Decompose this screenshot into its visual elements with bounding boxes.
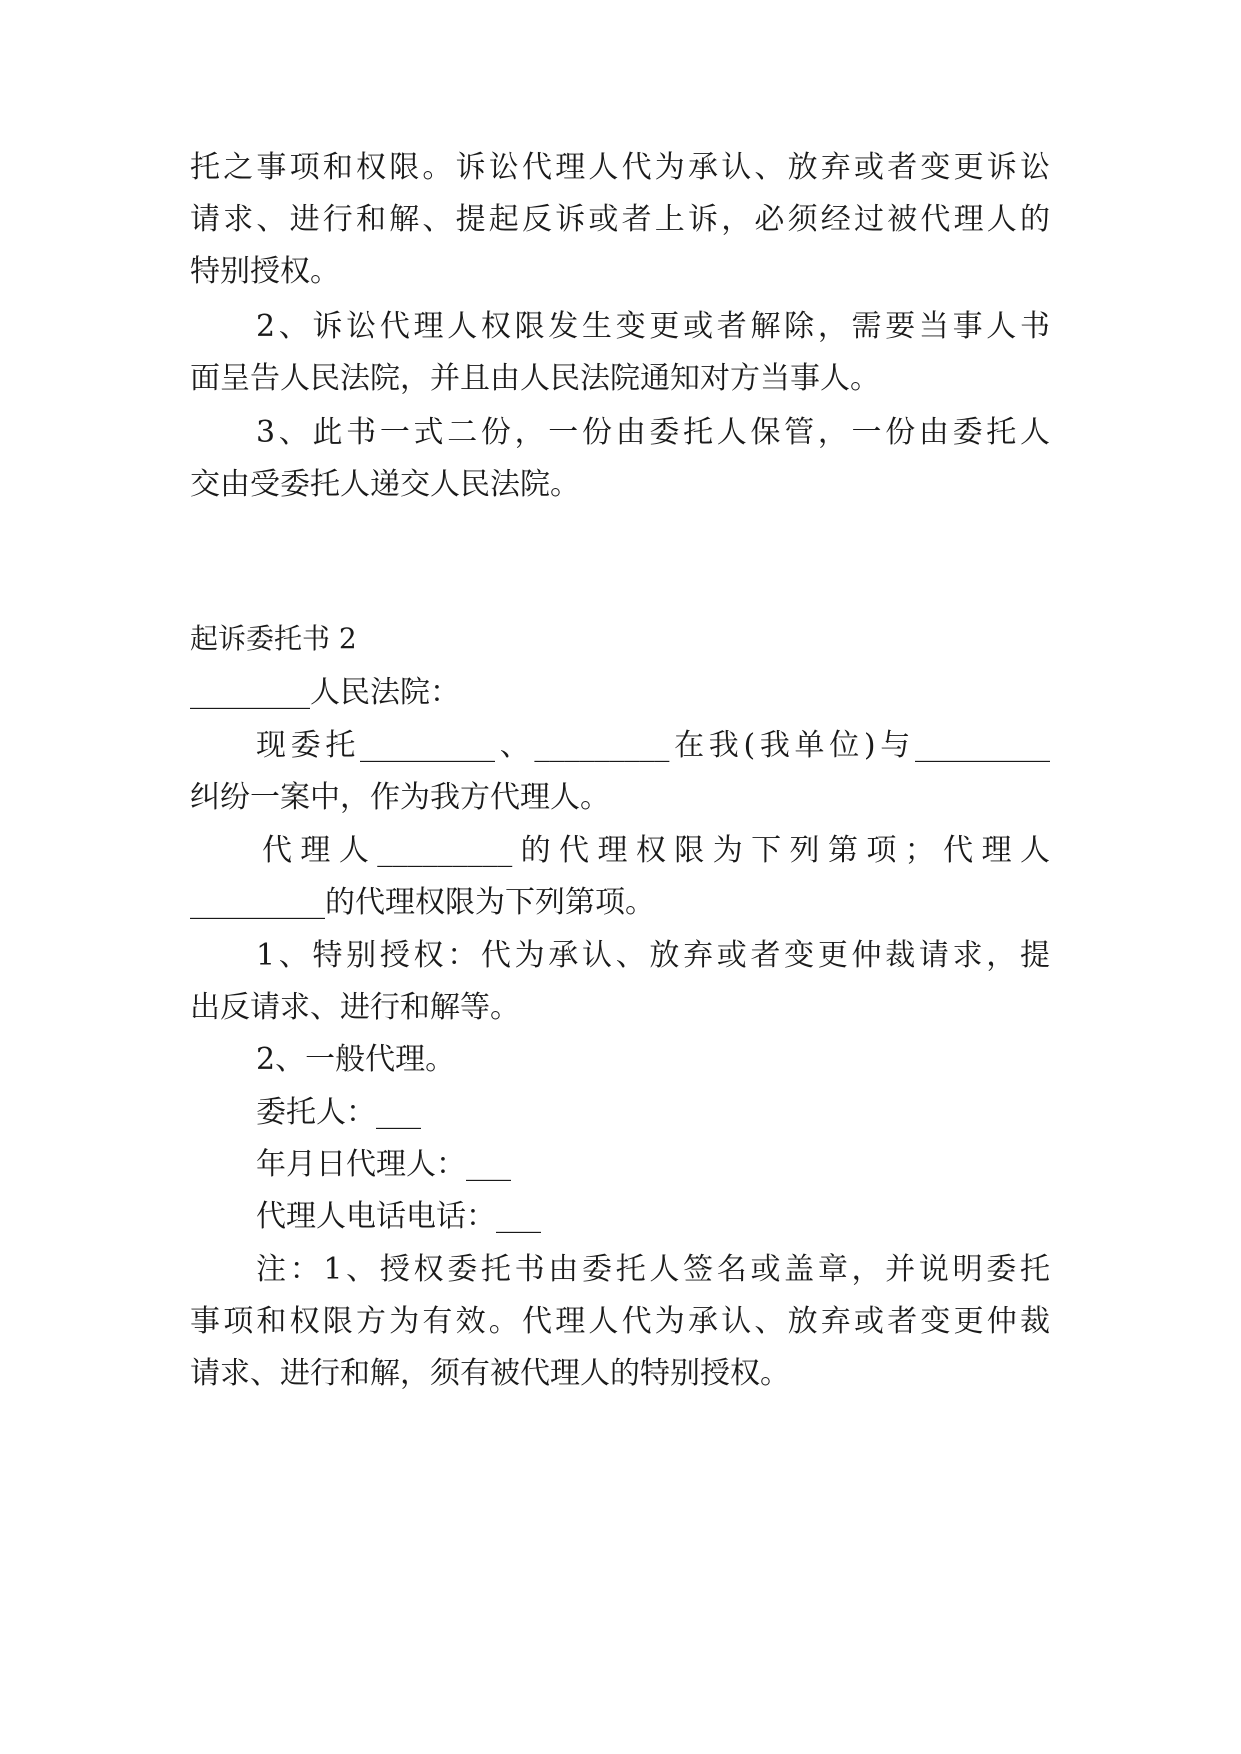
paragraph-line: 现委托_________、_________在我(我单位)与_________ (256, 728, 1050, 763)
signature-line: 委托人：___ (256, 1095, 421, 1130)
section-title: 起诉委托书 2 (190, 622, 357, 655)
signature-line: 年月日代理人：___ (256, 1147, 511, 1182)
paragraph-line: 出反请求、进行和解等。 (190, 990, 520, 1025)
note-line: 事项和权限方为有效。代理人代为承认、放弃或者变更仲裁 (190, 1304, 1050, 1339)
document-page (190, 0, 1050, 1754)
paragraph-line: 特别授权。 (190, 254, 340, 289)
paragraph-line: 托之事项和权限。诉讼代理人代为承认、放弃或者变更诉讼 (190, 150, 1050, 185)
addressee-line: ________人民法院： (190, 675, 460, 710)
paragraph-line: 2、一般代理。 (256, 1042, 456, 1077)
paragraph-line: 纠纷一案中，作为我方代理人。 (190, 780, 610, 815)
paragraph-line: 面呈告人民法院，并且由人民法院通知对方当事人。 (190, 361, 880, 396)
paragraph-line: 3、此书一式二份，一份由委托人保管，一份由委托人 (256, 415, 1050, 450)
paragraph-line: 请求、进行和解、提起反诉或者上诉，必须经过被代理人的 (190, 202, 1050, 237)
paragraph-line: 交由受委托人递交人民法院。 (190, 467, 580, 502)
paragraph-line: 1、特别授权：代为承认、放弃或者变更仲裁请求，提 (256, 938, 1050, 973)
paragraph-line: _________的代理权限为下列第项。 (190, 885, 655, 920)
signature-line: 代理人电话电话：___ (256, 1199, 541, 1234)
paragraph-line: 代理人_________的代理权限为下列第项；代理人 (262, 833, 1050, 868)
note-line: 请求、进行和解，须有被代理人的特别授权。 (190, 1356, 790, 1391)
paragraph-line: 2、诉讼代理人权限发生变更或者解除，需要当事人书 (256, 309, 1050, 344)
note-line: 注：1、授权委托书由委托人签名或盖章，并说明委托 (256, 1252, 1050, 1287)
